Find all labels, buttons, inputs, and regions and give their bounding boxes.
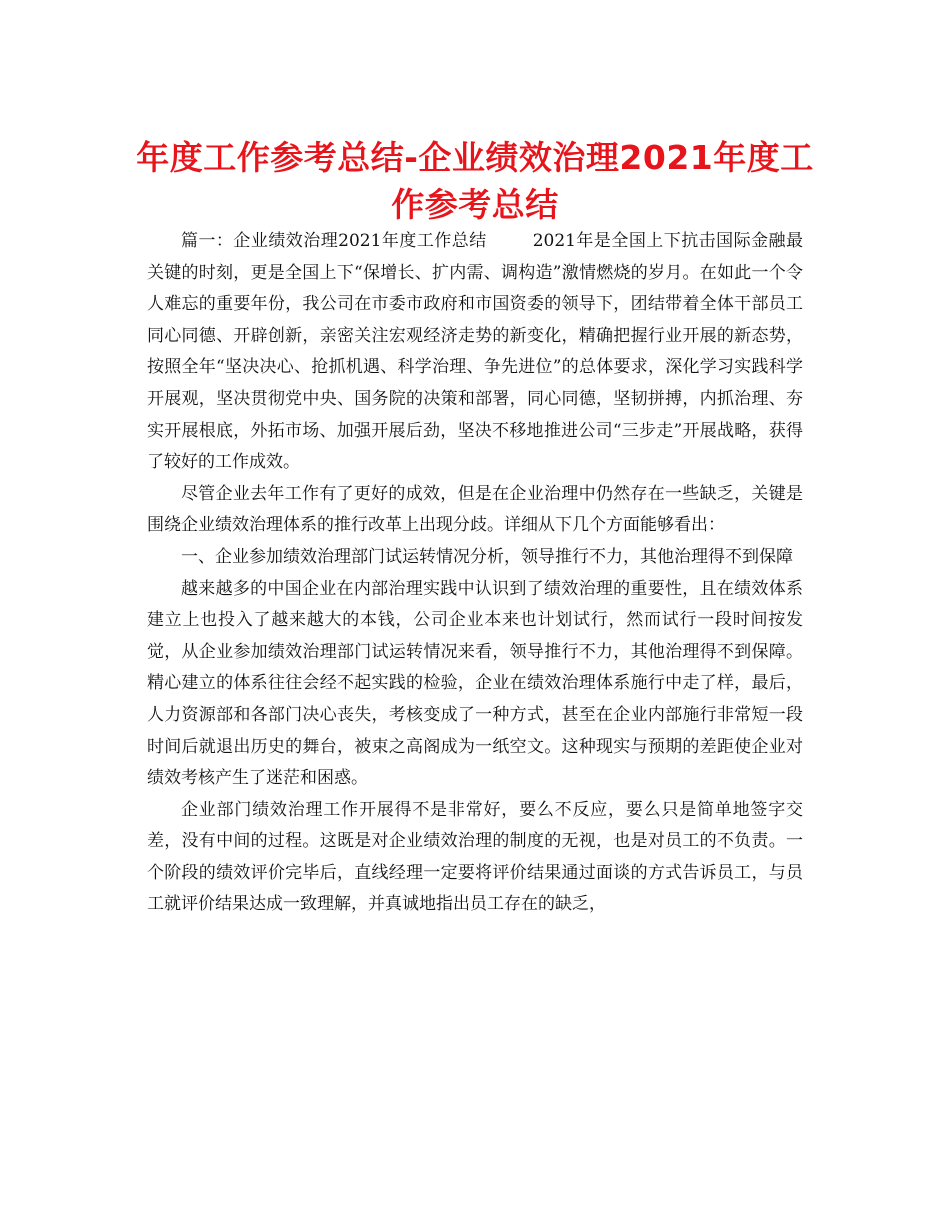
document-body: [147, 226, 803, 921]
paragraph: 越来越多的中国企业在内部治理实践中认识到了绩效治理的重要性，且在绩效体系建立上也投入了越来越大的本钱，公司企业本来也计划试行，然而试行一段时间按发觉，从企业参加绩效治理部门试运转情况来看，领导推行不力，其他治理得不到保障。精心建立的体系往往会经不起实践的检验，企业在绩效治理体系施行中走了样，最后，人力资源部和各部门决心丧失，考核变成了一种方式，甚至在企业内部施行非常短一段时间后就退出历史的舞台，被束之高阁成为一纸空文。这种现实与预期的差距使企业对绩效考核产生了迷茫和困惑。: [147, 578, 803, 789]
document-title: 年度工作参考总结-企业绩效治理2021年度工作参考总结: [136, 138, 814, 224]
paragraph: 企业部门绩效治理工作开展得不是非常好，要么不反应，要么只是简单地签字交差，没有中间的过程。这既是对企业绩效治理的制度的无视，也是对员工的不负责。一个阶段的绩效评价完毕后，直线经理一定要将评价结果通过面谈的方式告诉员工，与员工就评价结果达成一致理解，并真诚地指出员工存在的缺乏，: [147, 799, 803, 915]
paragraph-text: 2021年是全国上下抗击国际金融最关键的时刻，更是全国上下“保增长、扩内需、调构造”激情燃烧的岁月。在如此一个令人难忘的重要年份，我公司在市委市政府和市国资委的领导下，团结带着全体干部员工同心同德、开辟创新，亲密关注宏观经济走势的新变化，精确把握行业开展的新态势，按照全年“坚决决心、抢抓机遇、科学治理、争先进位”的总体要求，深化学习实践科学开展观，坚决贯彻党中央、国务院的决策和部署，同心同德，坚韧拼搏，内抓治理、夯实开展根底，外拓市场、加强开展后劲，坚决不移地推进公司“三步走”开展战略，获得了较好的工作成效。: [147, 231, 804, 473]
section-heading: 一、企业参加绩效治理部门试运转情况分析，领导推行不力，其他治理得不到保障: [181, 546, 793, 567]
paragraph: 尽管企业去年工作有了更好的成效，但是在企业治理中仍然存在一些缺乏，关键是围绕企业绩效治理体系的推行改革上出现分歧。详细从下几个方面能够看出：: [147, 483, 803, 536]
intro-heading: 篇一：企业绩效治理2021年度工作总结: [181, 231, 487, 251]
paragraph-intro: [147, 226, 803, 479]
